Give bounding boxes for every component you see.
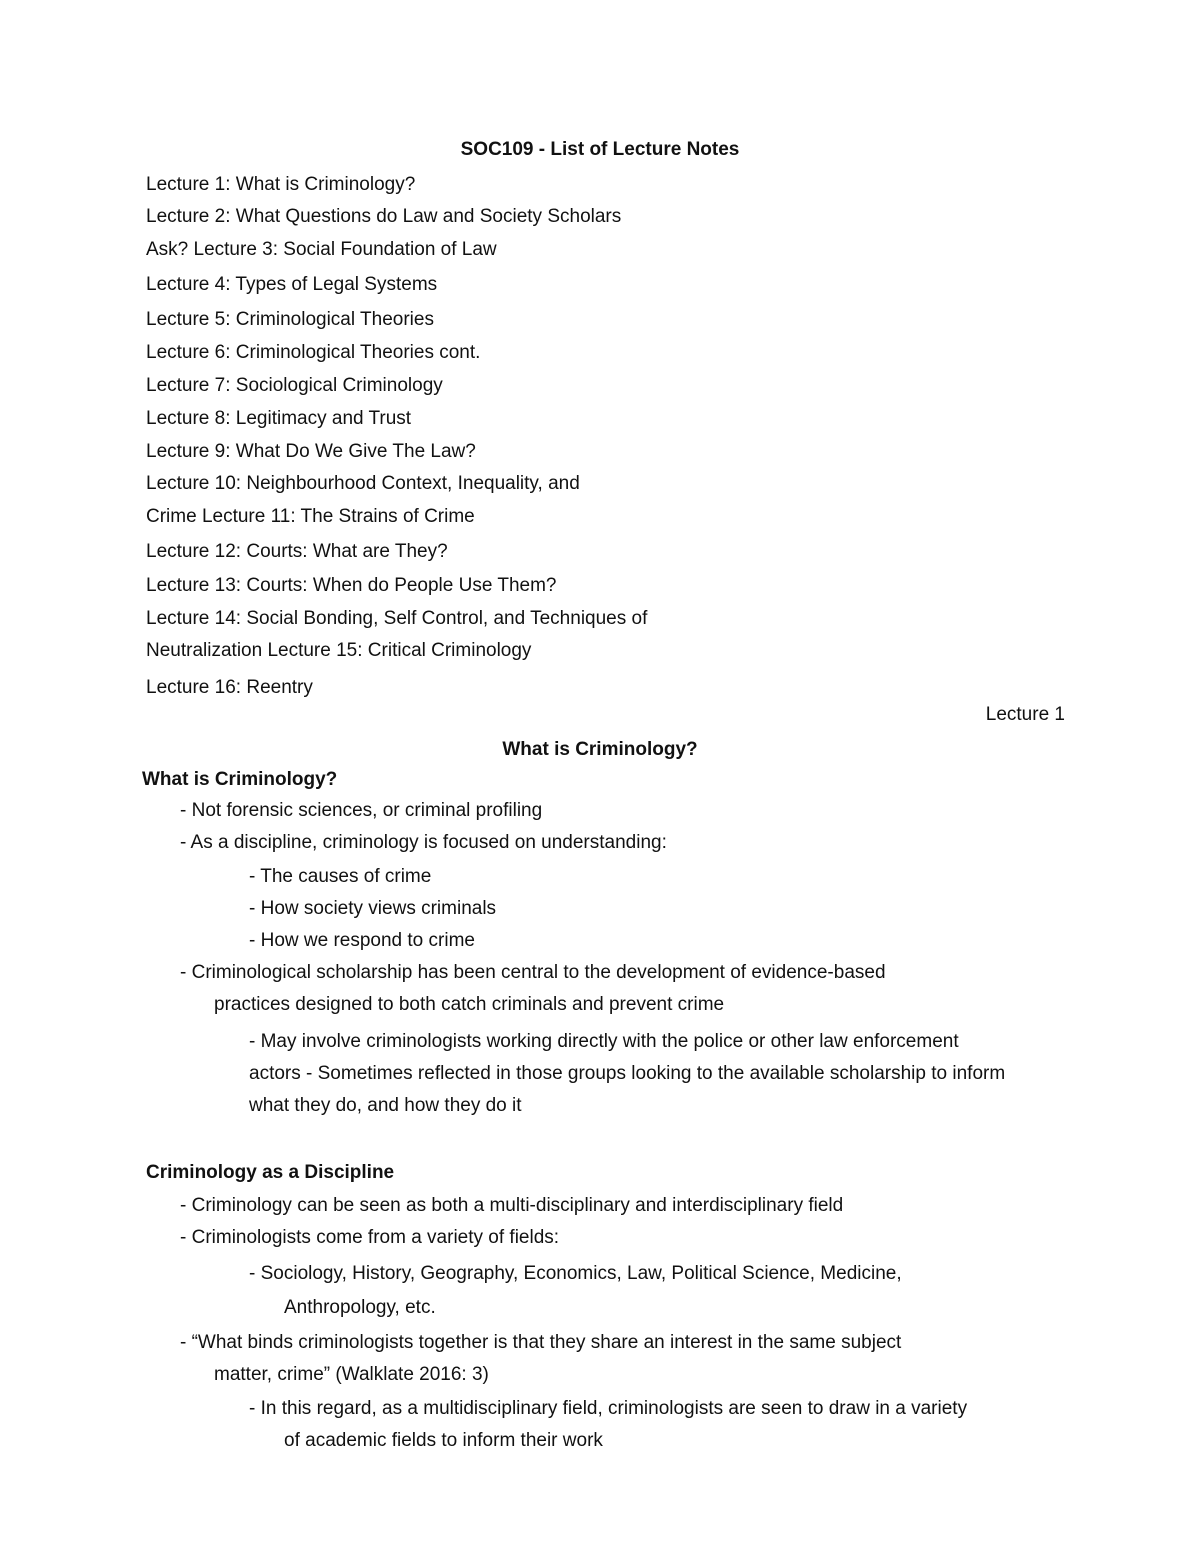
section2-line-1: - Criminology can be seen as both a multi-disciplinary and interdisciplinary field <box>180 1195 844 1216</box>
section1-line-8: - May involve criminologists working directly with the police or other law enforcement <box>249 1031 959 1052</box>
section1-line-6: - Criminological scholarship has been central to the development of evidence-based <box>180 962 886 983</box>
toc-title: SOC109 - List of Lecture Notes <box>460 139 740 160</box>
section-heading-what-is-criminology: What is Criminology? <box>142 769 338 790</box>
toc-line-1: Lecture 1: What is Criminology? <box>146 174 416 195</box>
toc-line-11: Crime Lecture 11: The Strains of Crime <box>146 506 475 527</box>
toc-line-6: Lecture 6: Criminological Theories cont. <box>146 342 481 363</box>
section1-line-9: actors - Sometimes reflected in those groups looking to the available scholarship to inform <box>249 1063 1006 1084</box>
toc-line-3: Ask? Lecture 3: Social Foundation of Law <box>146 239 497 260</box>
section1-line-10: what they do, and how they do it <box>249 1095 522 1116</box>
section1-line-2: - As a discipline, criminology is focused on understanding: <box>180 832 667 853</box>
toc-line-14: Lecture 14: Social Bonding, Self Control, and Techniques of <box>146 608 648 629</box>
toc-line-15: Neutralization Lecture 15: Critical Criminology <box>146 640 532 661</box>
section1-line-7: practices designed to both catch criminals and prevent crime <box>214 994 725 1015</box>
toc-line-8: Lecture 8: Legitimacy and Trust <box>146 408 412 429</box>
toc-line-16: Lecture 16: Reentry <box>146 677 313 698</box>
section1-line-1: - Not forensic sciences, or criminal profiling <box>180 800 543 821</box>
lecture-label: Lecture 1 <box>985 704 1065 725</box>
lecture-title: What is Criminology? <box>502 739 698 760</box>
toc-line-9: Lecture 9: What Do We Give The Law? <box>146 441 476 462</box>
section2-line-4: Anthropology, etc. <box>284 1297 436 1318</box>
section2-line-5: - “What binds criminologists together is that they share an interest in the same subject <box>180 1332 902 1353</box>
section1-line-4: - How society views criminals <box>249 898 497 919</box>
section1-line-5: - How we respond to crime <box>249 930 475 951</box>
section2-line-8: of academic fields to inform their work <box>284 1430 603 1451</box>
section2-line-3: - Sociology, History, Geography, Economics, Law, Political Science, Medicine, <box>249 1263 902 1284</box>
toc-line-12: Lecture 12: Courts: What are They? <box>146 541 448 562</box>
toc-line-13: Lecture 13: Courts: When do People Use Them? <box>146 575 557 596</box>
toc-line-2: Lecture 2: What Questions do Law and Society Scholars <box>146 206 622 227</box>
section-heading-criminology-as-discipline: Criminology as a Discipline <box>146 1162 395 1183</box>
section2-line-7: - In this regard, as a multidisciplinary field, criminologists are seen to draw in a variety <box>249 1398 968 1419</box>
toc-line-10: Lecture 10: Neighbourhood Context, Inequality, and <box>146 473 580 494</box>
toc-line-7: Lecture 7: Sociological Criminology <box>146 375 443 396</box>
section2-line-2: - Criminologists come from a variety of fields: <box>180 1227 560 1248</box>
toc-line-5: Lecture 5: Criminological Theories <box>146 309 434 330</box>
section2-line-6: matter, crime” (Walklate 2016: 3) <box>214 1364 489 1385</box>
section1-line-3: - The causes of crime <box>249 866 432 887</box>
toc-line-4: Lecture 4: Types of Legal Systems <box>146 274 438 295</box>
